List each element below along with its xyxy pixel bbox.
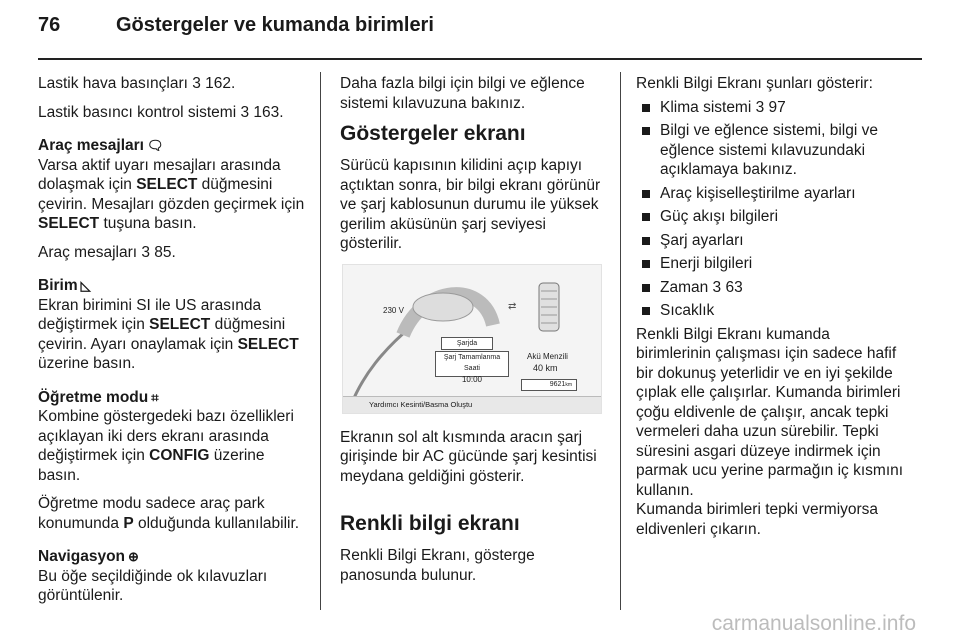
list-item: Şarj ayarları bbox=[636, 231, 906, 251]
svg-text:⇄: ⇄ bbox=[508, 300, 517, 312]
charge-complete-time: 10:00 bbox=[461, 374, 483, 384]
paragraph: Daha fazla bilgi için bilgi ve eğlence sistemi kılavuzuna bakınız. bbox=[340, 75, 585, 112]
list-item: Sıcaklık bbox=[636, 301, 906, 321]
section-heading: Birim ◺ bbox=[38, 277, 91, 294]
charge-complete-box bbox=[435, 351, 509, 384]
odometer: 9621km bbox=[521, 379, 577, 391]
header-rule bbox=[38, 58, 922, 60]
paragraph: Bu öğe seçildiğinde ok kılavuzları görüntülenir. bbox=[38, 567, 268, 604]
section-heading: Araç mesajları 🗨 bbox=[38, 137, 164, 154]
paragraph: Renkli Bilgi Ekranı, gösterge panosunda bulunur. bbox=[340, 547, 535, 584]
list-item: Klima sistemi 3 97 bbox=[636, 98, 906, 118]
section-heading: Öğretme modu ⌗ bbox=[38, 388, 159, 406]
voltage-label: 230 V bbox=[383, 305, 404, 315]
page-number: 76 bbox=[38, 14, 61, 36]
column-divider bbox=[320, 72, 321, 610]
column-1 bbox=[38, 74, 306, 615]
paragraph: Renkli Bilgi Ekranı kumanda birimlerinin çalışması için sadece hafif bir dokunuş yeterlidir ve en iyi şekilde çıplak elle çalışırlar. Kumanda birimleri çoğu eldivenle de çalışır, ancak tepki vermeleri daha uzun sürebilir. Tepki süresini asgari düzeye indirmek için parmak ucu yerine parmağın iç kısmını kullanın. bbox=[636, 325, 904, 499]
section-title: Göstergeler ekranı bbox=[340, 122, 526, 145]
ruler-icon: ◺ bbox=[80, 278, 91, 293]
charge-complete-label: Şarj Tamamlanma Saati bbox=[443, 353, 501, 372]
paragraph: Kumanda birimleri tepki vermiyorsa eldivenleri çıkarın. bbox=[636, 501, 879, 538]
watermark: carmanualsonline.info bbox=[711, 612, 916, 635]
column-divider bbox=[620, 72, 621, 610]
list-item: Güç akışı bilgileri bbox=[636, 207, 906, 227]
paragraph: Lastik basıncı kontrol sistemi 3 163. bbox=[38, 103, 284, 121]
navigation-icon: ⊕ bbox=[128, 549, 139, 564]
message-icon: 🗨 bbox=[147, 138, 164, 153]
paragraph: Kombine göstergedeki bazı özellikleri açıklayan iki ders ekranı arasında değiştirmek için CONFIG üzerine basın. bbox=[38, 408, 294, 484]
column-2 bbox=[340, 74, 606, 594]
paragraph: Sürücü kapısının kilidini açıp kapıyı açtıktan sonra, bir bilgi ekranı görünür ve şarj kablosunun durumu ile yüksek gerilim aküsünün şarj seviyesi gösterilir. bbox=[340, 157, 601, 252]
paragraph: Öğretme modu sadece araç park konumunda P olduğunda kullanılabilir. bbox=[38, 495, 300, 532]
column-3 bbox=[636, 74, 906, 548]
range-value: 40 km bbox=[533, 362, 558, 373]
section-heading: Navigasyon ⊕ bbox=[38, 548, 139, 565]
paragraph: Araç mesajları 3 85. bbox=[38, 243, 176, 261]
section-title: Renkli bilgi ekranı bbox=[340, 512, 520, 535]
display-illustration bbox=[342, 264, 602, 414]
paragraph: Varsa aktif uyarı mesajları arasında dolaşmak için SELECT düğmesini çevirin. Mesajları gözden geçirmek için SELECT tuşuna basın. bbox=[38, 156, 305, 232]
paragraph: Lastik hava basınçları 3 162. bbox=[38, 75, 236, 92]
paragraph: Renkli Bilgi Ekranı şunları gösterir: bbox=[636, 75, 873, 92]
charging-status-button: Şarjda bbox=[441, 337, 493, 350]
display-footer: Yardımcı Kesinti/Basma Oluştu bbox=[343, 396, 601, 413]
list-item: Araç kişiselleştirilme ayarları bbox=[636, 184, 906, 204]
paragraph: Ekranın sol alt kısmında aracın şarj girişinde bir AC gücünde şarj kesintisi meydana geldiğini gösterir. bbox=[340, 428, 597, 485]
list-item: Bilgi ve eğlence sistemi, bilgi ve eğlence sistemi kılavuzundaki açıklamaya bakınız. bbox=[636, 121, 906, 180]
list-item: Enerji bilgileri bbox=[636, 254, 906, 274]
list-item: Zaman 3 63 bbox=[636, 278, 906, 298]
feature-list bbox=[636, 98, 906, 321]
range-label: Akü Menzili bbox=[527, 351, 568, 361]
paragraph: Ekran birimini SI ile US arasında değiştirmek için SELECT düğmesini çevirin. Ayarı onaylamak için SELECT üzerine basın. bbox=[38, 296, 299, 372]
page-header bbox=[38, 14, 434, 37]
teach-mode-icon: ⌗ bbox=[151, 389, 159, 405]
page-title: Göstergeler ve kumanda birimleri bbox=[116, 14, 434, 36]
